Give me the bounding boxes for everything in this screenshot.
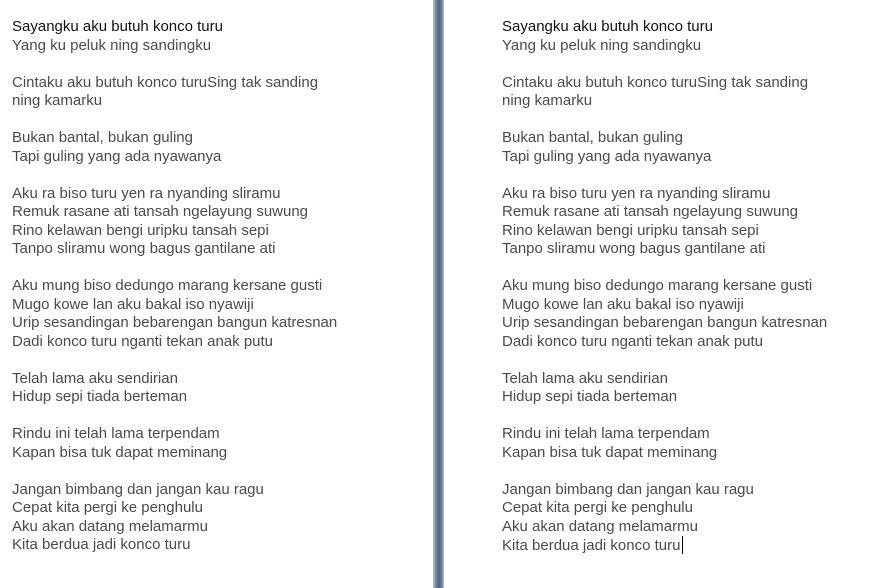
right-lyric-text: ning kamarku: [502, 92, 593, 109]
left-blank-line: [12, 462, 422, 481]
right-lyric-line: [502, 92, 872, 111]
right-blank-line: [502, 166, 872, 185]
right-document-page[interactable]: [444, 0, 875, 588]
text-cursor: [682, 536, 683, 554]
right-lyric-text: Tanpo sliramu wong bagus gantilane ati: [502, 240, 766, 257]
left-lyric-line: [12, 129, 422, 148]
left-lyric-text: Dadi konco turu nganti tekan anak putu: [12, 332, 274, 350]
right-lyrics-lines: [502, 37, 872, 556]
right-lyric-text: Aku ra biso turu yen ra nyanding sliramu: [502, 184, 771, 202]
left-title-line: Sayangku aku butuh konco turu: [12, 18, 223, 35]
left-blank-line: [12, 407, 422, 426]
right-lyric-text: Bukan bantal, bukan guling: [502, 129, 683, 146]
left-lyric-line: [12, 277, 422, 296]
left-lyric-line: [12, 74, 422, 93]
right-blank-line: [502, 462, 872, 481]
right-lyric-line: [502, 185, 872, 204]
right-lyric-line: [502, 37, 872, 56]
left-blank-line: [12, 259, 422, 278]
right-lyric-text: Kita berdua jadi konco turu: [502, 537, 681, 554]
split-view-divider[interactable]: [433, 0, 444, 588]
right-lyric-line: [502, 481, 872, 500]
left-lyric-line: [12, 518, 422, 537]
right-blank-line: [502, 55, 872, 74]
right-lyric-line: [502, 240, 872, 259]
left-lyric-text: Yang ku peluk ning sandingku: [12, 36, 212, 54]
left-lyric-line: [12, 388, 422, 407]
right-lyric-text: Telah lama aku sendirian: [502, 369, 668, 387]
left-lyric-text: Tapi guling yang ada nyawanya: [12, 147, 222, 165]
left-lyric-text: Telah lama aku sendirian: [12, 369, 178, 387]
right-lyric-line: [502, 425, 872, 444]
right-lyric-line: [502, 444, 872, 463]
left-lyric-line: [12, 37, 422, 56]
left-lyric-line: [12, 481, 422, 500]
right-lyric-line: [502, 129, 872, 148]
right-lyric-line: [502, 203, 872, 222]
left-lyric-line: [12, 444, 422, 463]
left-lyric-text: Urip sesandingan bebarengan bangun katresnan: [12, 314, 338, 331]
right-lyric-text: Dadi konco turu nganti tekan anak putu: [502, 332, 764, 350]
left-lyric-text: Kapan bisa tuk dapat meminang: [12, 443, 228, 461]
left-lyric-text: Mugo kowe lan aku bakal iso nyawiji: [12, 295, 254, 313]
right-lyric-line: [502, 277, 872, 296]
left-lyric-line: [12, 536, 422, 555]
left-lyric-line: [12, 148, 422, 167]
right-lyric-line: [502, 296, 872, 315]
left-lyric-line: [12, 203, 422, 222]
right-lyric-text: Urip sesandingan bebarengan bangun katresnan: [502, 314, 828, 331]
right-lyric-text: Tapi guling yang ada nyawanya: [502, 147, 712, 165]
left-lyric-text: Rino kelawan bengi uripku tansah sepi: [12, 221, 269, 239]
right-lyric-line: [502, 536, 872, 556]
right-blank-line: [502, 351, 872, 370]
right-lyric-line: [502, 314, 872, 333]
left-lyric-text: Bukan bantal, bukan guling: [12, 129, 193, 146]
right-lyrics-text[interactable]: [502, 18, 872, 556]
right-lyric-line: [502, 148, 872, 167]
right-lyric-line: [502, 370, 872, 389]
left-blank-line: [12, 55, 422, 74]
left-lyric-text: Aku ra biso turu yen ra nyanding sliramu: [12, 184, 281, 202]
right-blank-line: [502, 111, 872, 130]
right-lyric-text: Cepat kita pergi ke penghulu: [502, 499, 693, 516]
left-lyric-text: ning kamarku: [12, 92, 103, 109]
right-lyric-text: Kapan bisa tuk dapat meminang: [502, 443, 718, 461]
right-lyric-text: Jangan bimbang dan jangan kau ragu: [502, 480, 754, 498]
right-lyric-text: Rino kelawan bengi uripku tansah sepi: [502, 221, 759, 239]
right-lyric-line: [502, 388, 872, 407]
left-lyric-text: Cintaku aku butuh konco turuSing tak sanding: [12, 73, 319, 91]
right-lyric-line: [502, 518, 872, 537]
right-lyric-text: Yang ku peluk ning sandingku: [502, 36, 702, 54]
left-lyric-text: Aku mung biso dedungo marang kersane gusti: [12, 277, 323, 294]
left-lyric-line: [12, 370, 422, 389]
left-lyric-line: [12, 314, 422, 333]
left-lyric-text: Rindu ini telah lama terpendam: [12, 425, 220, 442]
left-lyric-line: [12, 222, 422, 241]
left-lyric-line: [12, 425, 422, 444]
left-lyric-line: [12, 92, 422, 111]
left-lyric-line: [12, 333, 422, 352]
right-blank-line: [502, 407, 872, 426]
left-lyric-line: [12, 185, 422, 204]
left-lyric-text: Aku akan datang melamarmu: [12, 517, 208, 535]
left-blank-line: [12, 351, 422, 370]
left-blank-line: [12, 166, 422, 185]
right-title-line: Sayangku aku butuh konco turu: [502, 18, 713, 35]
right-lyric-text: Hidup sepi tiada berteman: [502, 388, 678, 405]
right-lyric-text: Remuk rasane ati tansah ngelayung suwung: [502, 203, 799, 220]
left-blank-line: [12, 111, 422, 130]
left-lyric-text: Jangan bimbang dan jangan kau ragu: [12, 480, 264, 498]
right-lyric-line: [502, 499, 872, 518]
right-lyric-text: Aku mung biso dedungo marang kersane gusti: [502, 277, 813, 294]
left-lyric-line: [12, 499, 422, 518]
right-lyric-line: [502, 333, 872, 352]
left-document-page[interactable]: [0, 0, 433, 588]
left-lyric-text: Tanpo sliramu wong bagus gantilane ati: [12, 240, 276, 257]
left-lyrics-lines: [12, 37, 422, 555]
right-lyric-text: Cintaku aku butuh konco turuSing tak sanding: [502, 73, 809, 91]
left-lyric-text: Kita berdua jadi konco turu: [12, 536, 191, 553]
left-lyrics-text[interactable]: [12, 18, 422, 555]
left-lyric-text: Remuk rasane ati tansah ngelayung suwung: [12, 203, 309, 220]
right-lyric-line: [502, 74, 872, 93]
right-lyric-text: Mugo kowe lan aku bakal iso nyawiji: [502, 295, 744, 313]
right-lyric-line: [502, 222, 872, 241]
left-lyric-line: [12, 240, 422, 259]
left-lyric-text: Hidup sepi tiada berteman: [12, 388, 188, 405]
left-lyric-line: [12, 296, 422, 315]
right-lyric-text: Rindu ini telah lama terpendam: [502, 425, 710, 442]
left-lyric-text: Cepat kita pergi ke penghulu: [12, 499, 203, 516]
right-lyric-text: Aku akan datang melamarmu: [502, 517, 698, 535]
right-blank-line: [502, 259, 872, 278]
